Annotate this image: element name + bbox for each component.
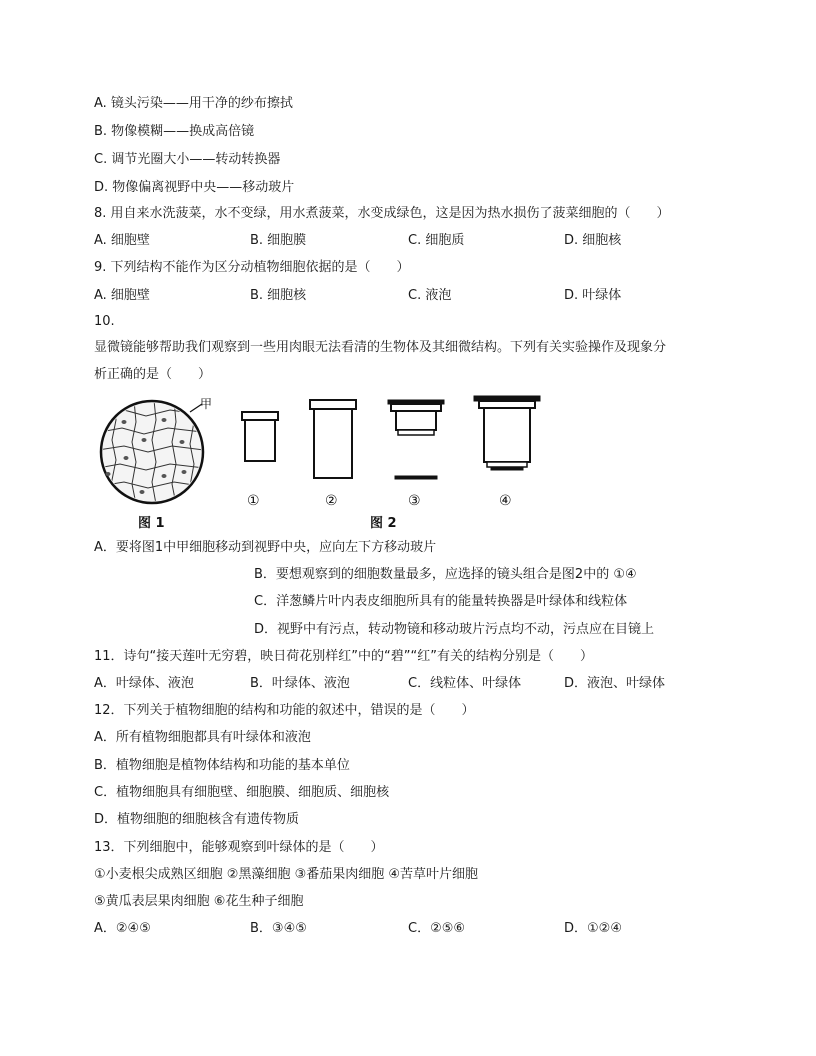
lens-1-label: ①	[247, 493, 260, 509]
q8-options	[94, 233, 734, 249]
q13-items-line1: ①小麦根尖成熟区细胞 ②黑藻细胞 ③番茄果肉细胞 ④苦草叶片细胞	[94, 867, 479, 882]
q7-option-d: D. 物像偏离视野中央——移动玻片	[94, 180, 295, 195]
q9-option-c: C. 液泡	[408, 288, 452, 303]
lens-1-eyepiece-short	[242, 412, 278, 461]
lens-3-objective-short	[388, 400, 444, 479]
lens-4-objective-long	[474, 396, 540, 470]
q11-stem: 11．诗句“接天莲叶无穷碧，映日荷花别样红”中的“碧”“红”有关的结构分别是（ ）	[94, 649, 593, 664]
q8-option-c: C. 细胞质	[408, 233, 465, 248]
q9-options	[94, 288, 734, 304]
q13-items-line2: ⑤黄瓜表层果肉细胞 ⑥花生种子细胞	[94, 894, 304, 909]
q9-option-b: B. 细胞核	[250, 288, 307, 303]
q12-option-b: B．植物细胞是植物体结构和功能的基本单位	[94, 758, 350, 773]
q11-option-c: C．线粒体、叶绿体	[408, 676, 522, 691]
lens-4-label: ④	[499, 493, 512, 509]
q11-option-b: B．叶绿体、液泡	[250, 676, 350, 691]
q10-figure	[94, 392, 554, 532]
q13-option-c: C．②⑤⑥	[408, 921, 466, 936]
q8-option-b: B. 细胞膜	[250, 233, 307, 248]
q8-option-d: D. 细胞核	[564, 233, 622, 248]
q10-number: 10.	[94, 314, 115, 329]
q7-option-a: A. 镜头污染——用干净的纱布擦拭	[94, 96, 293, 111]
q13-option-d: D．①②④	[564, 921, 622, 936]
q10-stem-line1: 显微镜能够帮助我们观察到一些用肉眼无法看清的生物体及其细微结构。下列有关实验操作及现象分	[94, 340, 667, 355]
q9-stem: 9. 下列结构不能作为区分动植物细胞依据的是（ ）	[94, 260, 410, 275]
q11-option-d: D．液泡、叶绿体	[564, 676, 666, 691]
q11-option-a: A．叶绿体、液泡	[94, 676, 194, 691]
q10-option-d: D．视野中有污点，转动物镜和移动玻片污点均不动，污点应在目镜上	[254, 622, 655, 637]
q8-stem: 8. 用自来水洗菠菜，水不变绿，用水煮菠菜，水变成绿色，这是因为热水损伤了菠菜细胞的（ ）	[94, 206, 670, 221]
q12-option-a: A．所有植物细胞都具有叶绿体和液泡	[94, 730, 311, 745]
q13-options	[94, 921, 734, 937]
q12-option-d: D．植物细胞的细胞核含有遗传物质	[94, 812, 300, 827]
fig1-marker-label: 甲	[200, 397, 213, 411]
q10-figure-svg	[94, 392, 554, 532]
fig2-label: 图 2	[370, 516, 397, 531]
fig1-field-of-view	[98, 400, 204, 504]
q12-stem: 12．下列关于植物细胞的结构和功能的叙述中，错误的是（ ）	[94, 703, 475, 718]
lens-3-label: ③	[408, 493, 421, 509]
lens-2-eyepiece-long	[310, 400, 356, 478]
q13-stem: 13．下列细胞中，能够观察到叶绿体的是（ ）	[94, 840, 384, 855]
q9-option-a: A. 细胞壁	[94, 288, 150, 303]
q10-option-b: B．要想观察到的细胞数量最多，应选择的镜头组合是图2中的 ①④	[254, 567, 637, 582]
q10-option-a: A．要将图1中甲细胞移动到视野中央，应向左下方移动玻片	[94, 540, 437, 555]
q9-option-d: D. 叶绿体	[564, 288, 622, 303]
q10-stem-line2: 析正确的是（ ）	[94, 367, 212, 382]
q8-option-a: A. 细胞壁	[94, 233, 150, 248]
q7-option-c: C. 调节光圈大小——转动转换器	[94, 152, 281, 167]
q12-option-c: C．植物细胞具有细胞壁、细胞膜、细胞质、细胞核	[94, 785, 390, 800]
lens-2-label: ②	[325, 493, 338, 509]
q10-option-c: C．洋葱鳞片叶内表皮细胞所具有的能量转换器是叶绿体和线粒体	[254, 594, 628, 609]
fig1-label: 图 1	[138, 516, 165, 531]
q11-options	[94, 676, 734, 692]
q13-option-a: A．②④⑤	[94, 921, 151, 936]
q7-option-b: B. 物像模糊——换成高倍镜	[94, 124, 255, 139]
q13-option-b: B．③④⑤	[250, 921, 307, 936]
